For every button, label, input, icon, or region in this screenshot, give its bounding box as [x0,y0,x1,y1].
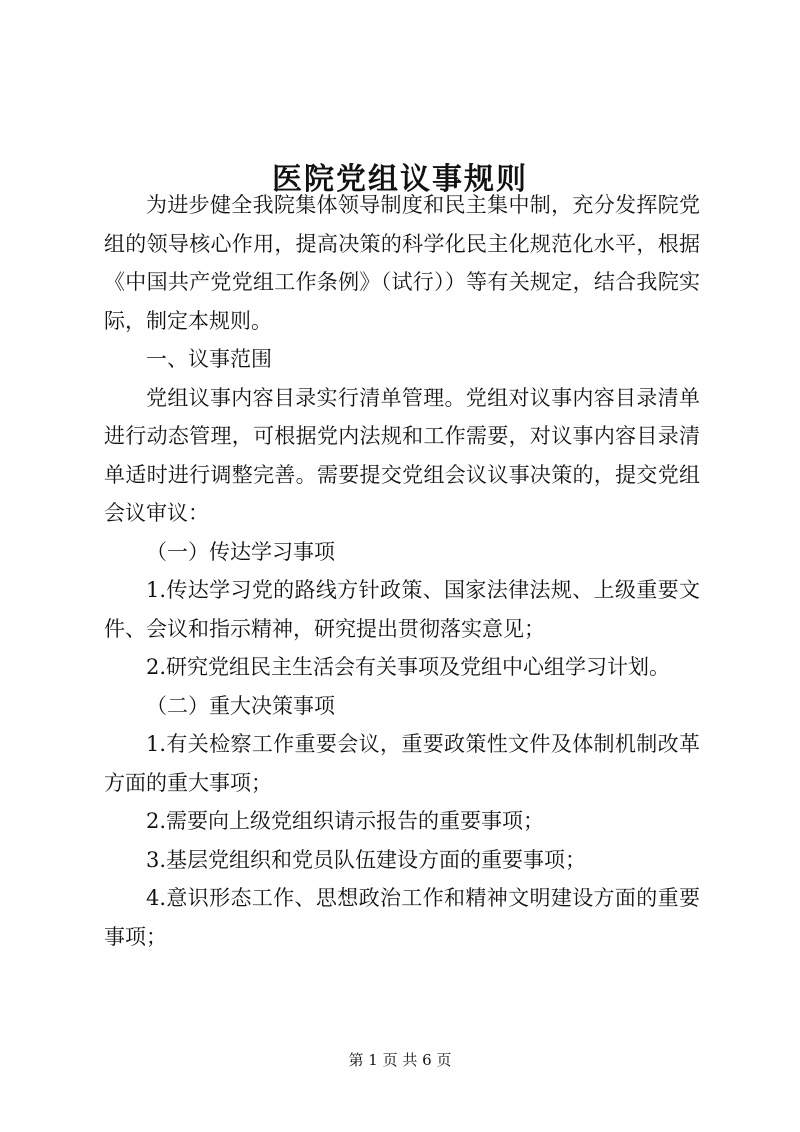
page-footer: 第 1 页 共 6 页 [348,1051,452,1069]
page-title: 医院党组议事规则 [272,162,528,198]
list-item: 4.意识形态工作、思想政治工作和精神文明建设方面的重要事项； [104,886,700,949]
list-item: 2.需要向上级党组织请示报告的重要事项； [146,809,545,833]
document-body [104,186,700,956]
paragraph-scope: 党组议事内容目录实行清单管理。党组对议事内容目录清单进行动态管理，可根据党内法规和工作需要，对议事内容目录清单适时进行调整完善。需要提交党组会议议事决策的，提交党组会议审议： [104,385,700,525]
paragraph-intro: 为进步健全我院集体领导制度和民主集中制，充分发挥院党组的领导核心作用，提高决策的科学化民主化规范化水平，根据《中国共产党党组工作条例》（试行））等有关规定，结合我院实际，制定本规则。 [104,193,700,333]
subsection-heading-study: （一）传达学习事项 [146,539,335,564]
subsection-heading-decisions: （二）重大决策事项 [146,693,335,718]
section-heading-scope: 一、议事范围 [146,347,272,371]
list-item: 2.研究党组民主生活会有关事项及党组中心组学习计划。 [146,655,671,679]
list-item: 1.有关检察工作重要会议，重要政策性文件及体制机制改革方面的重大事项； [104,732,700,795]
list-item: 1.传达学习党的路线方针政策、国家法律法规、上级重要文件、会议和指示精神，研究提出贯彻落实意见； [104,578,700,641]
list-item: 3.基层党组织和党员队伍建设方面的重要事项； [146,847,587,872]
